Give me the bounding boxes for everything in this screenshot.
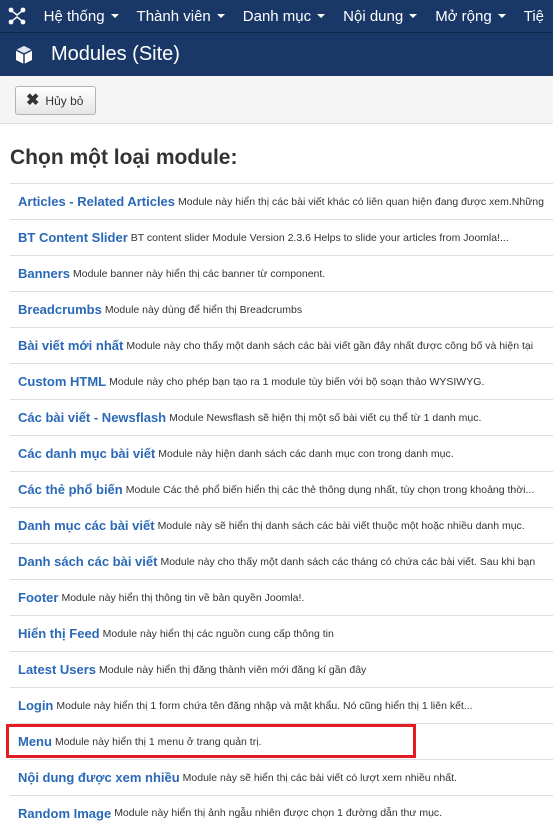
page-header — [0, 33, 553, 76]
module-description: Module này hiện danh sách các danh mục con trong danh mục. — [158, 447, 454, 460]
nav-item-label: Tiệ — [523, 7, 544, 25]
module-title-link[interactable]: Nội dung được xem nhiều — [18, 770, 180, 785]
caret-down-icon — [409, 14, 417, 18]
module-title-link[interactable]: Danh sách các bài viết — [18, 554, 158, 569]
nav-item-categories[interactable] — [234, 0, 334, 33]
module-list-item[interactable] — [10, 219, 553, 255]
module-title-link[interactable]: Menu — [18, 734, 52, 749]
module-description: Module này hiển thị ảnh ngẫu nhiên được chọn 1 đường dẫn thư mục. — [114, 807, 443, 819]
nav-item-users[interactable] — [128, 0, 234, 33]
module-list-item[interactable] — [10, 759, 553, 795]
caret-down-icon — [498, 14, 506, 18]
module-title-link[interactable]: Các danh mục bài viết — [18, 446, 156, 461]
module-list-item[interactable] — [10, 183, 553, 219]
cancel-button-label: Hủy bỏ — [45, 93, 84, 108]
cube-icon — [13, 44, 35, 66]
module-title-link[interactable]: Custom HTML — [18, 374, 107, 389]
module-description: Module Các thẻ phổ biến hiển thị các thẻ thông dụng nhất, tùy chọn trong khoảng thời... — [125, 483, 535, 496]
module-description: Module này sẽ hiển thị các bài viết có lượt xem nhiều nhất. — [182, 771, 457, 784]
module-description: Module này sẽ hiển thị danh sách các bài viết thuộc một hoặc nhiều danh mục. — [157, 519, 525, 532]
nav-item-label: Thành viên — [136, 7, 211, 25]
caret-down-icon — [317, 14, 325, 18]
module-description: Module Newsflash sẽ hiện thị một số bài viết cụ thể từ 1 danh mục. — [169, 411, 482, 424]
module-list-item[interactable] — [10, 615, 553, 651]
close-icon: ✖ — [26, 91, 40, 109]
module-description: Module này cho phép bạn tạo ra 1 module tùy biến với bộ soạn thảo WYSIWYG. — [109, 375, 485, 388]
nav-item-label: Mở rộng — [435, 7, 492, 25]
module-list-item[interactable] — [10, 399, 553, 435]
module-list-item[interactable] — [10, 543, 553, 579]
module-title-link[interactable]: Các bài viết - Newsflash — [18, 410, 167, 425]
nav-item-system[interactable] — [35, 0, 128, 33]
module-description: Module này cho thấy một danh sách các tháng có chứa các bài viết. Sau khi bạn — [160, 555, 536, 568]
module-list-item[interactable] — [10, 255, 553, 291]
nav-item-label: Nội dung — [343, 7, 404, 25]
module-list-item[interactable] — [10, 291, 553, 327]
module-title-link[interactable]: BT Content Slider — [18, 230, 128, 245]
caret-down-icon — [217, 14, 225, 18]
module-description: Module này hiển thị 1 menu ở trang quản trị. — [54, 735, 262, 748]
module-list-item[interactable] — [10, 435, 553, 471]
nav-item-extensions[interactable] — [426, 0, 515, 33]
module-title-link[interactable]: Bài viết mới nhất — [18, 338, 124, 353]
select-module-heading: Chọn một loại module: — [10, 146, 238, 169]
module-description: Module này cho thấy một danh sách các bài viết gần đây nhất được công bố và hiện tại — [126, 339, 534, 352]
cancel-button[interactable] — [15, 86, 96, 115]
nav-item-label: Hệ thống — [43, 7, 105, 25]
module-title-link[interactable]: Các thẻ phổ biến — [18, 482, 123, 497]
joomla-logo-icon[interactable] — [0, 0, 35, 33]
module-description: Module này hiển thị các nguồn cung cấp thông tin — [102, 627, 334, 640]
nav-item-label: Danh mục — [242, 7, 312, 25]
top-navbar — [0, 0, 553, 33]
module-description: Module này hiển thị các bài viết khác có liên quan hiện đang được xem.Những — [178, 195, 544, 208]
nav-item-content[interactable] — [334, 0, 426, 33]
module-list-item[interactable] — [10, 507, 553, 543]
module-list-item[interactable] — [10, 579, 553, 615]
module-title-link[interactable]: Banners — [18, 266, 71, 281]
caret-down-icon — [111, 14, 119, 18]
module-list-item[interactable] — [10, 363, 553, 399]
module-description: Module này dùng để hiển thị Breadcrumbs — [104, 303, 303, 316]
module-title-link[interactable]: Breadcrumbs — [18, 302, 102, 317]
module-title-link[interactable]: Footer — [18, 590, 59, 605]
nav-item-utilities[interactable] — [515, 0, 553, 33]
module-description: Module này hiển thị thông tin về bản quyền Joomla!. — [61, 591, 305, 604]
module-list-item[interactable] — [10, 795, 553, 827]
module-list-item[interactable] — [10, 471, 553, 507]
module-description: Module banner này hiển thị các banner từ component. — [73, 267, 326, 280]
module-description: Module này hiển thị đăng thành viên mới đăng kí gần đây — [99, 663, 367, 676]
highlight-annotation — [6, 724, 416, 758]
page-title: Modules (Site) — [51, 43, 180, 65]
module-title-link[interactable]: Hiển thị Feed — [18, 626, 100, 641]
module-description: Module này hiển thị 1 form chứa tên đăng nhập và mật khẩu. Nó cũng hiển thị 1 liên kết... — [56, 699, 473, 712]
module-list-item[interactable] — [10, 327, 553, 363]
module-title-link[interactable]: Random Image — [18, 805, 112, 821]
module-list-item[interactable] — [10, 651, 553, 687]
module-description: BT content slider Module Version 2.3.6 Helps to slide your articles from Joomla!... — [130, 231, 509, 244]
module-title-link[interactable]: Latest Users — [18, 662, 97, 677]
module-title-link[interactable]: Danh mục các bài viết — [18, 518, 155, 533]
module-list-item[interactable] — [10, 687, 553, 723]
module-title-link[interactable]: Login — [18, 698, 54, 713]
module-title-link[interactable]: Articles - Related Articles — [18, 194, 176, 209]
toolbar — [0, 76, 553, 124]
